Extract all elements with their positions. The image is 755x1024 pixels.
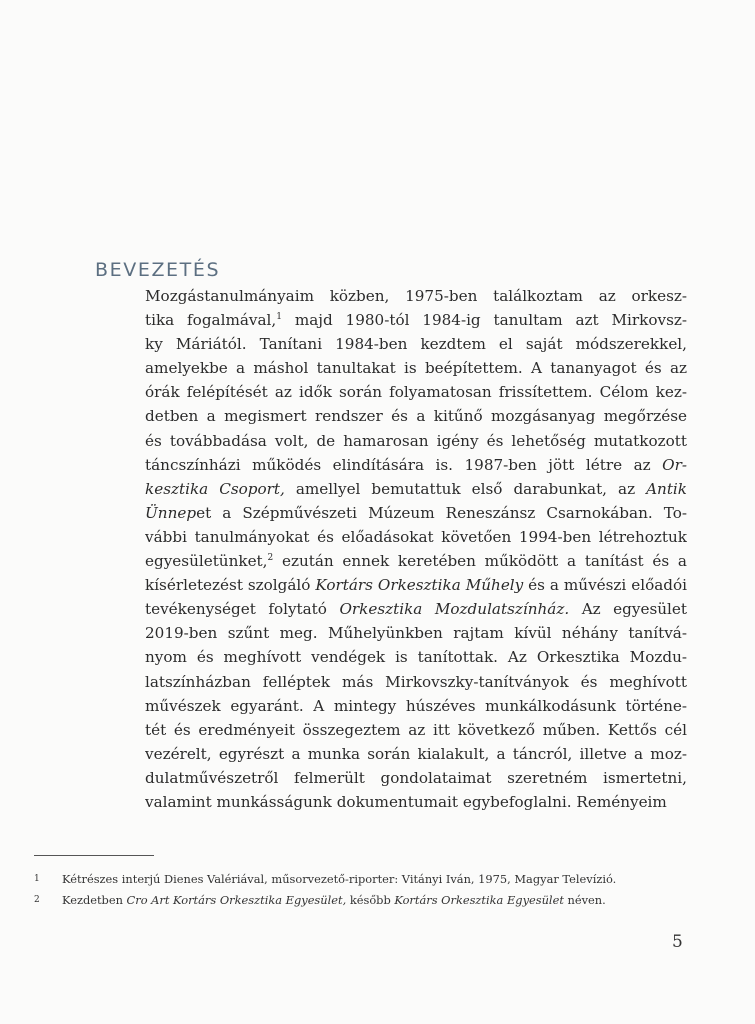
text-segment: később: [346, 893, 395, 907]
footnote-divider: [34, 855, 154, 856]
italic-text: Ünnep: [145, 503, 197, 522]
text-segment: ky Máriától. Tanítani 1984-ben kezdtem el saját módszerekkel,: [145, 335, 687, 354]
text-segment: és a művészi előadói: [523, 576, 687, 595]
text-segment: tét és eredményeit összegeztem az itt következő műben. Kettős cél: [145, 720, 687, 739]
footnote-number: 2: [34, 895, 40, 905]
text-line: [145, 573, 687, 597]
text-segment: nyom és meghívott vendégek is tanítottak. Az Orkesztika Mozdu-: [145, 648, 687, 667]
text-segment: táncszínházi működés elindítására is. 1987-ben jött létre az: [145, 455, 663, 474]
text-segment: 2019-ben szűnt meg. Műhelyünkben rajtam kívül néhány tanítvá-: [145, 624, 687, 643]
text-segment: Kétrészes interjú Dienes Valériával, műsorvezető-riporter: Vitányi Iván, 1975, Magyar Televízió.: [62, 872, 617, 886]
italic-text: Or-: [662, 455, 687, 474]
text-line: [145, 453, 687, 477]
text-line: [145, 766, 687, 790]
text-line: [145, 332, 687, 356]
text-segment: néven.: [563, 893, 606, 907]
text-segment: Mozgástanulmányaim közben, 1975-ben találkoztam az orkesz-: [145, 287, 687, 305]
text-line: [145, 621, 687, 645]
text-segment: tika fogalmával,: [145, 311, 277, 330]
text-line: [145, 477, 687, 501]
text-segment: vábbi tanulmányokat és előadásokat követően 1994-ben létrehoztuk: [145, 527, 687, 546]
italic-text: Kortárs Orkesztika Egyesület: [394, 893, 564, 907]
text-segment: valamint munkásságunk dokumentumait egybefoglalni. Reményeim: [145, 792, 667, 811]
text-segment: amellyel bemutattuk első darabunkat, az: [284, 479, 647, 498]
text-line: [145, 429, 687, 453]
page-number: 5: [672, 932, 683, 952]
text-segment: Kezdetben: [62, 893, 127, 907]
footnote-reference: 1: [276, 312, 282, 323]
text-segment: és továbbadása volt, de hamarosan igény és lehetőség mutatkozott: [145, 431, 687, 450]
text-segment: amelyekbe a máshol tanultakat is beépítettem. A tananyagot és az: [145, 359, 687, 378]
text-line: [145, 380, 687, 404]
text-line: [145, 284, 687, 308]
text-segment: egyesületünket,: [145, 552, 268, 571]
section-heading: BEVEZETÉS: [95, 258, 221, 281]
italic-text: Cro Art Kortárs Orkesztika Egyesület,: [126, 893, 347, 907]
text-line: [145, 694, 687, 718]
footnote: [34, 893, 714, 907]
text-segment: et a Szépművészeti Múzeum Reneszánsz Csarnokában. To-: [196, 503, 687, 522]
text-line: [145, 356, 687, 380]
text-segment: dulatművészetről felmerült gondolataimat szeretném ismertetni,: [145, 768, 687, 787]
text-segment: ezután ennek keretében működött a tanítást és a: [273, 552, 687, 571]
text-line: [145, 525, 687, 549]
footnote-reference: 2: [267, 553, 274, 564]
text-line: [145, 742, 687, 766]
text-segment: majd 1980-tól 1984-ig tanultam azt Mirkovsz-: [281, 311, 687, 330]
text-segment: tevékenységet folytató: [145, 600, 340, 619]
text-segment: vezérelt, egyrészt a munka során kialakult, a táncról, illetve a moz-: [145, 744, 687, 763]
text-line: [145, 718, 687, 742]
text-segment: detben a megismert rendszer és a kitűnő mozgásanyag megőrzése: [145, 407, 687, 426]
italic-text: Kortárs Orkesztika Műhely: [315, 576, 524, 595]
italic-text: kesztika Csoport,: [145, 479, 285, 498]
text-line: [145, 404, 687, 428]
text-line: [145, 597, 687, 621]
italic-text: Orkesztika Mozdulatszínház.: [339, 600, 570, 619]
text-segment: művészek egyaránt. A mintegy húszéves munkálkodásunk történe-: [145, 696, 687, 715]
text-segment: órák felépítését az idők során folyamatosan frissítettem. Célom kez-: [145, 383, 687, 402]
body-text: [145, 284, 687, 814]
text-segment: Az egyesület: [569, 600, 687, 619]
text-segment: latszínházban felléptek más Mirkovszky-tanítványok és meghívott: [145, 672, 687, 691]
text-segment: kísérletezést szolgáló: [145, 576, 316, 595]
footnote: [34, 872, 714, 886]
text-line: [145, 670, 687, 694]
text-line: [145, 501, 687, 525]
text-line: [145, 790, 687, 814]
text-line: [145, 549, 687, 573]
text-line: [145, 308, 687, 332]
italic-text: Antik: [646, 479, 687, 498]
footnote-number: 1: [34, 874, 40, 884]
text-line: [145, 645, 687, 669]
